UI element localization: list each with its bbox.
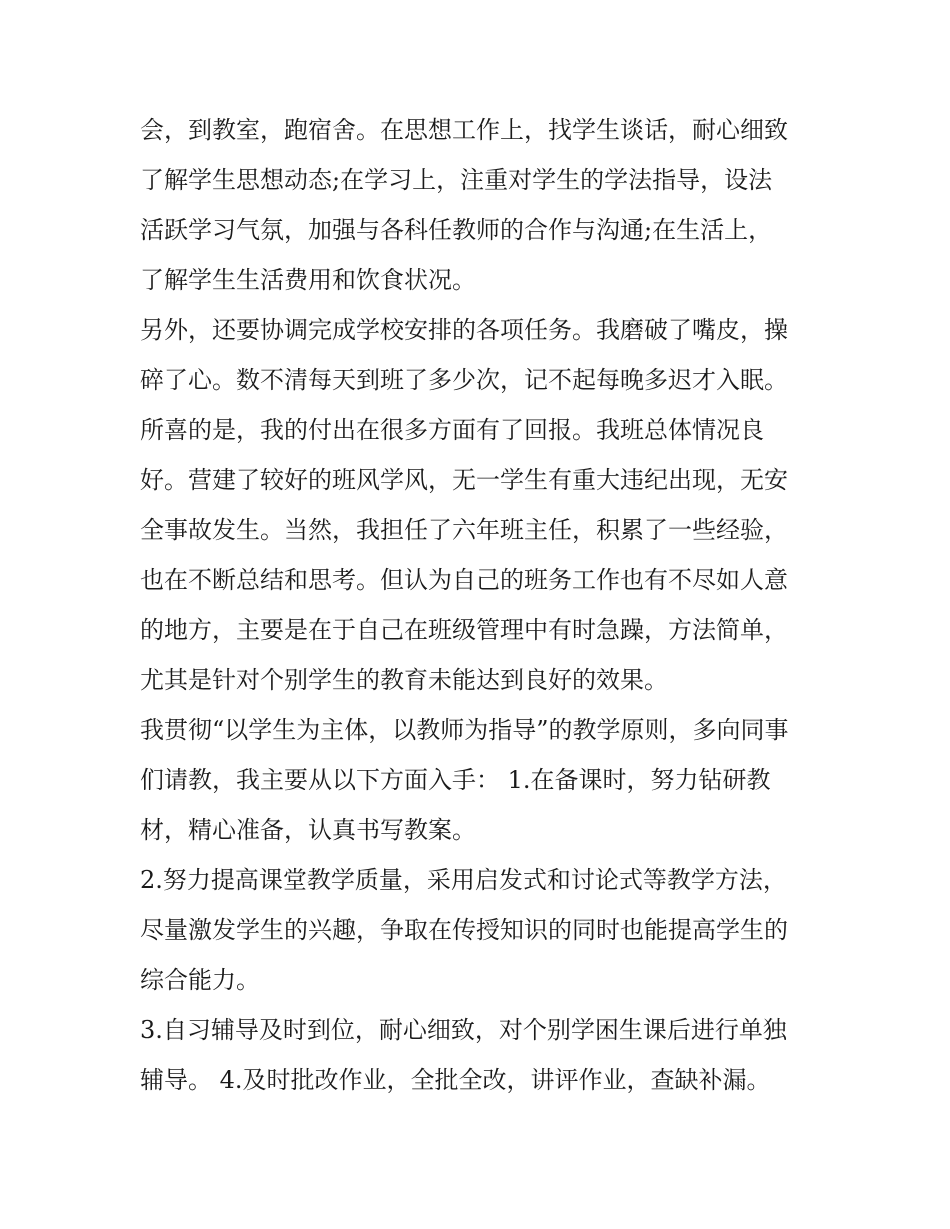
text-line: 活跃学习气氛，加强与各科任教师的合作与沟通;在生活上， [140, 216, 773, 244]
text-line: 2.努力提高课堂教学质量，采用启发式和讨论式等教学方法， [140, 866, 787, 894]
text-line: 了解学生思想动态;在学习上，注重对学生的学法指导，设法 [140, 166, 773, 194]
text-line: 3.自习辅导及时到位，耐心细致，对个别学困生课后进行单独 [140, 1016, 787, 1044]
text-line: 碎了心。数不清每天到班了多少次，记不起每晚多迟才入眠。 [140, 366, 788, 394]
text-line: 的地方，主要是在于自己在班级管理中有时急躁，方法简单， [140, 616, 788, 644]
text-line: 所喜的是，我的付出在很多方面有了回报。我班总体情况良 [140, 416, 764, 444]
text-line: 尽量激发学生的兴趣，争取在传授知识的同时也能提高学生的 [140, 916, 788, 944]
text-line: 们请教，我主要从以下方面入手： 1.在备课时，努力钻研教 [140, 766, 771, 794]
text-line: 材，精心准备，认真书写教案。 [140, 816, 476, 844]
text-line: 也在不断总结和思考。但认为自己的班务工作也有不尽如人意 [140, 566, 788, 594]
text-line: 另外，还要协调完成学校安排的各项任务。我磨破了嘴皮，操 [140, 316, 788, 344]
text-line: 会，到教室，跑宿舍。在思想工作上，找学生谈话，耐心细致 [140, 116, 788, 144]
text-line: 我贯彻“以学生为主体，以教师为指导”的教学原则，多向同事 [140, 716, 789, 744]
text-line: 尤其是针对个别学生的教育未能达到良好的效果。 [140, 666, 668, 694]
text-line: 好。营建了较好的班风学风，无一学生有重大违纪出现，无安 [140, 466, 788, 494]
text-line: 全事故发生。当然，我担任了六年班主任，积累了一些经验， [140, 516, 788, 544]
text-line: 辅导。 4.及时批改作业，全批全改，讲评作业，查缺补漏。 [140, 1066, 771, 1094]
text-line: 了解学生生活费用和饮食状况。 [140, 266, 476, 294]
text-line: 综合能力。 [140, 966, 260, 994]
